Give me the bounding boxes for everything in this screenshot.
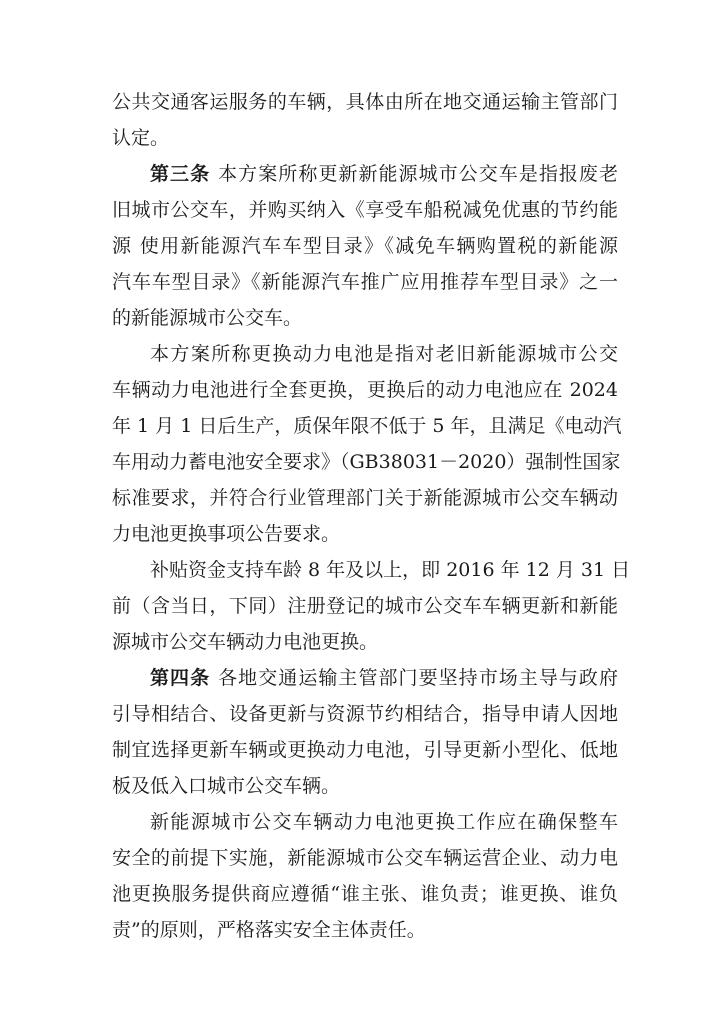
- text-line: 前（含当日，下同）注册登记的城市公交车车辆更新和新能: [112, 595, 618, 617]
- text-line: 认定。: [112, 127, 170, 149]
- text-line: 本方案所称更换动力电池是指对老旧新能源城市公交: [150, 343, 618, 365]
- text-line: 汽车车型目录》《新能源汽车推广应用推荐车型目录》之一: [112, 271, 618, 293]
- article-line: [112, 660, 618, 696]
- text-line: 车用动力蓄电池安全要求》（GB38031－2020）强制性国家: [112, 451, 621, 473]
- text-line: 源 使用新能源汽车车型目录》《减免车辆购置税的新能源: [112, 235, 618, 257]
- text-line: 补贴资金支持车龄 8 年及以上，即 2016 年 12 月 31 日: [150, 559, 631, 581]
- document-body: [112, 84, 631, 948]
- article-heading: 第三条: [150, 163, 211, 185]
- article-heading: 第四条: [150, 667, 211, 689]
- text-line: 池更换服务提供商应遵循“谁主张、谁负责；谁更换、谁负: [112, 883, 618, 905]
- text-line: 板及低入口城市公交车辆。: [112, 775, 341, 797]
- text-line: 公共交通客运服务的车辆，具体由所在地交通运输主管部门: [112, 91, 618, 113]
- text-line: 安全的前提下实施，新能源城市公交车辆运营企业、动力电: [112, 847, 618, 869]
- text-run: 本方案所称更新新能源城市公交车是指报废老: [218, 163, 618, 185]
- text-line: 力电池更换事项公告要求。: [112, 523, 341, 545]
- text-line: 标准要求，并符合行业管理部门关于新能源城市公交车辆动: [112, 487, 618, 509]
- text-line: 的新能源城市公交车。: [112, 307, 303, 329]
- text-line: 旧城市公交车，并购买纳入《享受车船税减免优惠的节约能: [112, 199, 618, 221]
- text-line: 源城市公交车辆动力电池更换。: [112, 631, 379, 653]
- text-line: 新能源城市公交车辆动力电池更换工作应在确保整车: [150, 811, 618, 833]
- text-line: 责”的原则，严格落实安全主体责任。: [112, 919, 426, 941]
- text-line: 引导相结合、设备更新与资源节约相结合，指导申请人因地: [112, 703, 618, 725]
- text-line: 制宜选择更新车辆或更换动力电池，引导更新小型化、低地: [112, 739, 618, 761]
- article-line: [112, 156, 618, 192]
- text-line: 车辆动力电池进行全套更换，更换后的动力电池应在 2024: [112, 379, 618, 401]
- text-run: 各地交通运输主管部门要坚持市场主导与政府: [218, 667, 618, 689]
- text-line: 年 1 月 1 日后生产，质保年限不低于 5 年，且满足《电动汽: [112, 415, 622, 437]
